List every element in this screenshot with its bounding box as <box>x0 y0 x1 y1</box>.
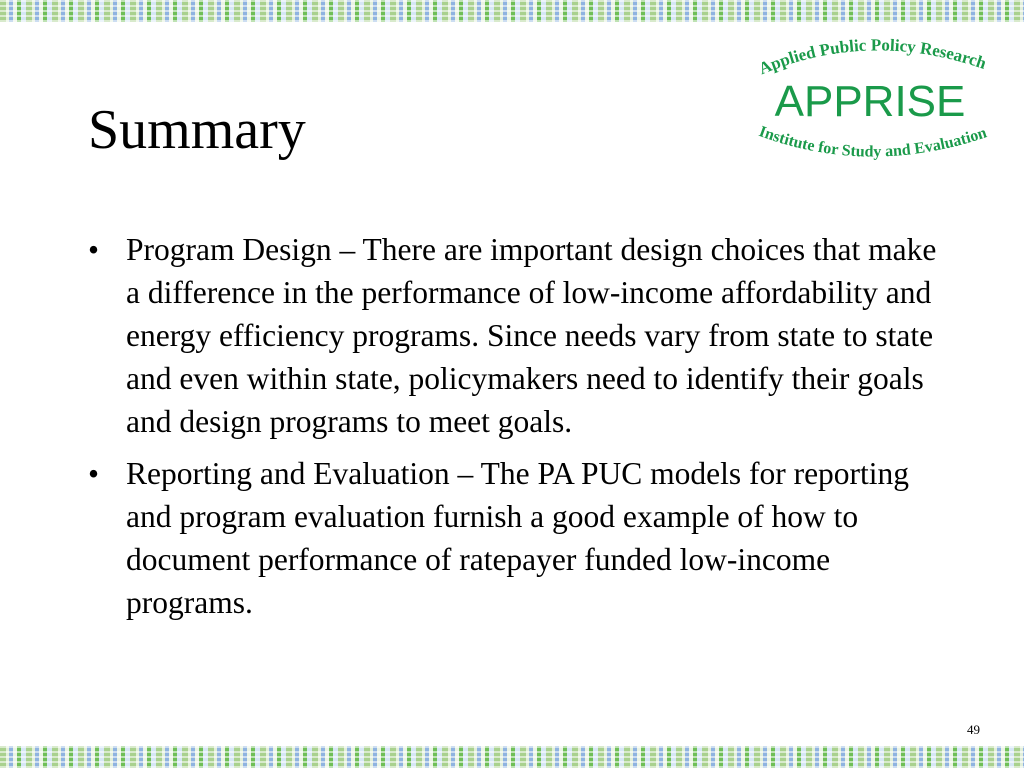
bullet-text: Program Design – There are important design choices that make a difference in the performance of low-income affordability and energy efficiency programs. Since needs vary from state to state and even within state, policymakers need to identify their goals and design programs to meet goals. <box>126 232 937 439</box>
bullet-program-design <box>88 228 948 443</box>
slide-title: Summary <box>88 99 306 161</box>
bullet-marker: • <box>88 456 100 491</box>
logo-name: APPRISE <box>774 77 966 126</box>
apprise-logo <box>726 30 1010 180</box>
bullet-text: Reporting and Evaluation – The PA PUC models for reporting and program evaluation furnish a good example of how to document performance of ratepayer funded low-income programs. <box>126 456 910 620</box>
slide-number: 49 <box>967 722 980 737</box>
decorative-border-top <box>0 0 1024 22</box>
bullet-list <box>88 228 948 633</box>
decorative-border-bottom <box>0 746 1024 768</box>
logo-top-arc-text: Applied Public Policy Research <box>756 35 989 79</box>
logo-bottom-arc-text: Institute for Study and Evaluation <box>756 123 989 161</box>
bullet-reporting-evaluation <box>88 452 948 624</box>
bullet-marker: • <box>88 232 100 267</box>
